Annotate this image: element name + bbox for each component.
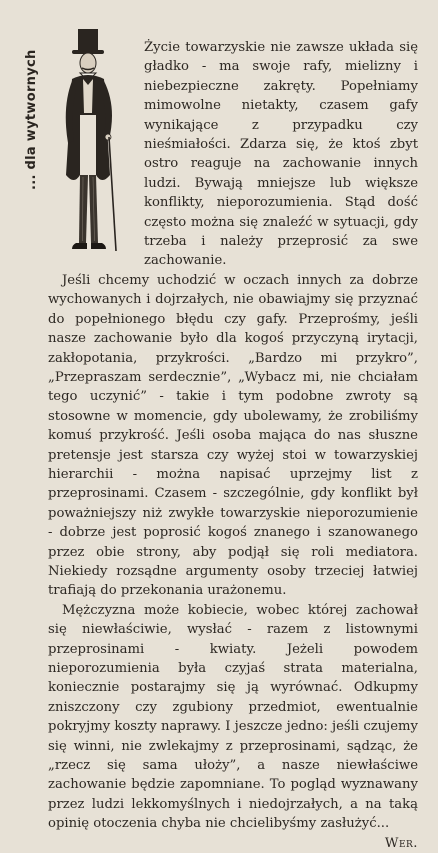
section-label: ... dla wytwornych — [24, 49, 39, 190]
illustration-space — [48, 38, 144, 260]
article-body — [48, 38, 418, 853]
article-paragraph-1: Życie towarzyskie nie zawsze układa się gładko - ma swoje rafy, mielizny i niebezpieczne zakręty. Popełniamy mimowolne nietakty, czasem gafy wynikające z przypadku czy nieśmiałości. Zdarza się, że ktoś zbyt ostro reaguje na zachowanie innych ludzi. Bywają mniejsze lub większe konflikty, nieporozumienia. Stąd dość często można się znaleźć w sytuacji, gdy trzeba i należy przeprosić za swe zachowanie. — [144, 40, 418, 269]
author-signature: Wer. — [384, 835, 418, 851]
article-paragraph-3: Mężczyzna może kobiecie, wobec której zachował się niewłaściwie, wysłać - razem z listownymi przeprosinami - kwiaty. Jeżeli powodem nieporozumienia była czyjaś strata materialna, koniecznie postarajmy się ją wyrównać. Odkupmy zniszczony czy zgubiony przedmiot, ewentualnie pokryjmy koszty naprawy. I jeszcze jedno: jeśli czujemy się winni, nie zwlekajmy z przeprosinami, sądząc, że „rzecz się sama ułoży”, a nasze niewłaściwe zachowanie będzie zapomniane. To pogląd wyznawany przez ludzi lekkomyślnych i niedojrzałych, a na taką opinię otoczenia chyba nie chcielibyśmy zasłużyć... — [48, 602, 418, 832]
article-paragraph-2: Jeśli chcemy uchodzić w oczach innych za dobrze wychowanych i dojrzałych, nie obawiajmy się przyznać do popełnionego błędu czy gafy. Przeprośmy, jeśli nasze zachowanie było dla kogoś przyczyną irytacji, zakłopotania, przykrości. „Bardzo mi przykro”, „Przepraszam serdecznie”, „Wybacz mi, nie chciałam tego uczynić” - takie i tym podobne zwroty są stosowne w momencie, gdy ubolewamy, że zrobiliśmy komuś przykrość. Jeśli osoba mająca do nas słuszne pretensje jest starsza czy wyżej stoi w towarzyskiej hierarchii - można napisać uprzejmy list z przeprosinami. Czasem - szczególnie, gdy konflikt był poważniejszy niż zwykłe towarzyskie nieporozumienie - dobrze jest poprosić kogoś znanego i szanowanego przez obie strony, aby podjął się roli mediatora. Niekiedy rozsądne argumenty osoby trzeciej łatwiej trafiają do przekonania urażonemu. — [48, 272, 418, 599]
